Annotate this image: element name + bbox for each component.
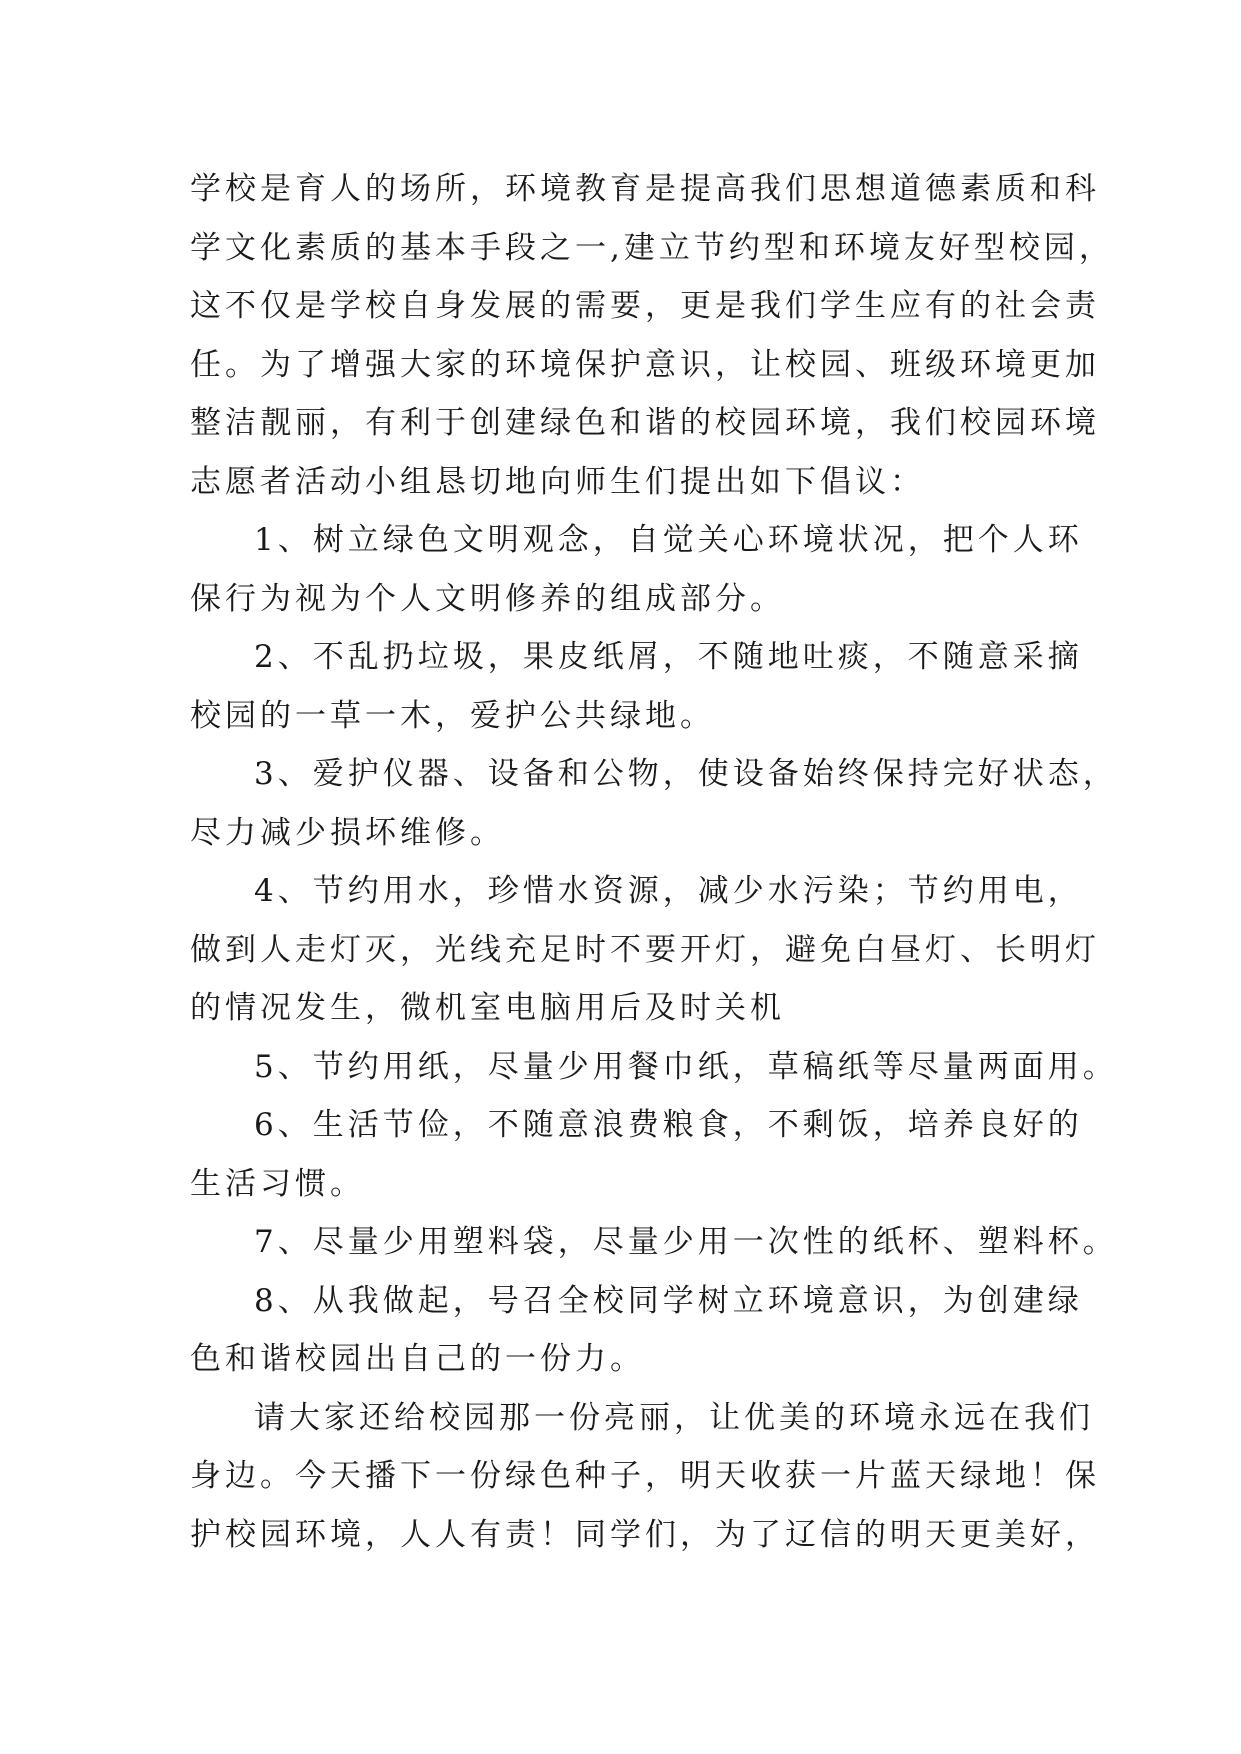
text-line: 1、树立绿色文明观念，自觉关心环境状况，把个人环 [254, 522, 1083, 558]
text-line: 色和谐校园出自己的一份力。 [190, 1341, 645, 1377]
text-line: 5、节约用纸，尽量少用餐巾纸，草稿纸等尽量两面用。 [254, 1048, 1118, 1085]
text-line: 护校园环境，人人有责！同学们，为了辽信的明天更美好， [190, 1516, 1100, 1553]
proposal-text [190, 160, 1118, 1564]
text-line: 身边。今天播下一份绿色种子，明天收获一片蓝天绿地！保 [190, 1458, 1100, 1494]
text-line: 的情况发生，微机室电脑用后及时关机 [190, 990, 785, 1026]
text-line: 志愿者活动小组恳切地向师生们提出如下倡议： [190, 463, 925, 500]
text-line: 保行为视为个人文明修养的组成部分。 [190, 580, 785, 617]
text-line: 4、节约用水，珍惜水资源，减少水污染；节约用电， [254, 873, 1083, 909]
text-line: 学文化素质的基本手段之一,建立节约型和环境友好型校园， [190, 229, 1114, 266]
text-line: 3、爱护仪器、设备和公物，使设备始终保持完好状态， [254, 756, 1118, 792]
text-line: 6、生活节俭，不随意浪费粮食，不剩饭，培养良好的 [254, 1107, 1083, 1143]
text-line: 生活习惯。 [190, 1165, 365, 1202]
text-line: 请大家还给校园那一份亮丽，让优美的环境永远在我们 [254, 1399, 1094, 1436]
text-line: 学校是育人的场所，环境教育是提高我们思想道德素质和科 [190, 171, 1100, 207]
text-line: 尽力减少损坏维修。 [190, 814, 505, 851]
text-line: 整洁靓丽，有利于创建绿色和谐的校园环境，我们校园环境 [190, 405, 1100, 441]
text-line: 7、尽量少用塑料袋，尽量少用一次性的纸杯、塑料杯。 [254, 1224, 1118, 1260]
text-line: 校园的一草一木，爱护公共绿地。 [190, 697, 715, 734]
text-line: 2、不乱扔垃圾，果皮纸屑，不随地吐痰，不随意采摘 [254, 639, 1083, 675]
text-line: 这不仅是学校自身发展的需要，更是我们学生应有的社会责 [190, 288, 1100, 324]
text-line: 做到人走灯灭，光线充足时不要开灯，避免白昼灯、长明灯 [190, 931, 1100, 968]
text-line: 8、从我做起，号召全校同学树立环境意识，为创建绿 [254, 1282, 1083, 1319]
text-line: 任。为了增强大家的环境保护意识，让校园、班级环境更加 [190, 346, 1100, 383]
